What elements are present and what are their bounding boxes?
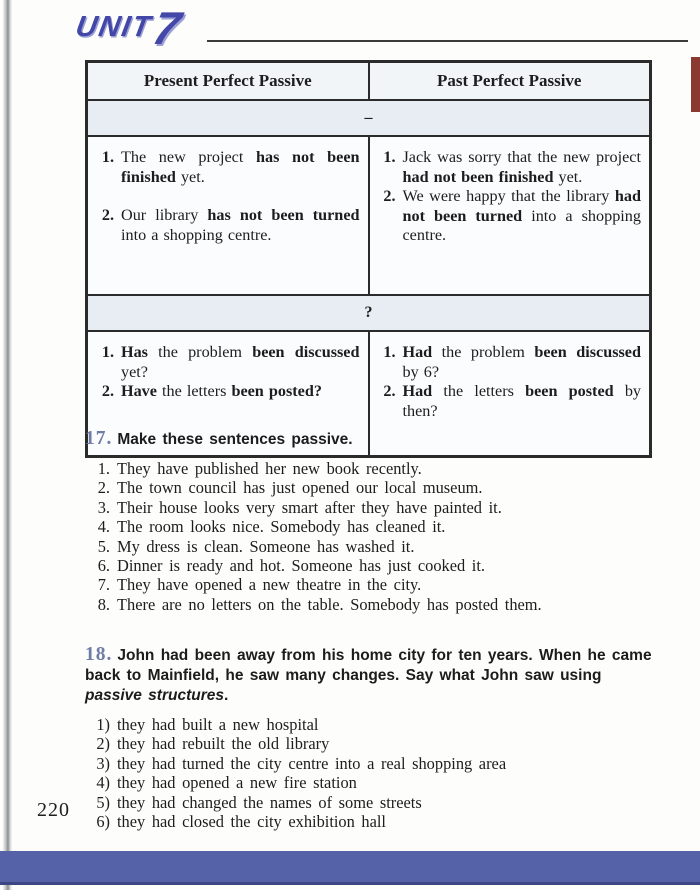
text-segment: We were happy that the library	[402, 187, 615, 206]
negative-past-cell	[369, 136, 651, 295]
text-segment: passive structures	[85, 687, 224, 704]
negative-symbol-row	[87, 100, 651, 136]
text-segment: yet.	[553, 167, 583, 186]
unit-number: 7	[148, 2, 185, 54]
negative-examples-row	[87, 136, 651, 295]
item-number: 3)	[96, 753, 110, 773]
example-item	[92, 343, 360, 382]
text-segment: they had closed the city exhibition hall	[117, 812, 386, 832]
item-number: 2.	[383, 382, 396, 401]
text-segment: been posted?	[231, 382, 322, 401]
text-segment: they had opened a new fire station	[117, 773, 357, 793]
text-segment: has not been turned	[207, 206, 360, 225]
page-spine-shadow	[3, 0, 12, 890]
interrogative-present-list	[92, 343, 360, 402]
text-segment: has not been finished	[121, 148, 360, 186]
negative-present-list	[92, 148, 360, 245]
example-item	[374, 343, 642, 382]
text-segment: into a shopping centre.	[121, 225, 272, 244]
item-number: 2)	[96, 734, 110, 754]
exercise-17-instruction: Make these sentences passive.	[117, 431, 353, 448]
exercise-17-item	[85, 595, 662, 614]
text-segment: been posted	[525, 382, 614, 401]
negative-present-cell	[87, 136, 369, 295]
text-segment: the letters	[156, 382, 232, 401]
text-segment: .	[224, 687, 229, 704]
text-segment: had not been turned	[402, 187, 641, 225]
exercise-17-item	[85, 537, 662, 556]
text-segment: The town council has just opened our local museum.	[117, 478, 483, 498]
text-segment: Had	[402, 343, 433, 361]
exercise-18-section	[85, 645, 662, 831]
example-item	[374, 382, 642, 421]
item-number: 4.	[97, 517, 110, 537]
header-rule	[207, 40, 688, 42]
text-segment: Jack was sorry that the new project	[402, 148, 641, 166]
text-segment: They have opened a new theatre in the city.	[117, 575, 422, 595]
item-number: 6)	[96, 812, 110, 832]
item-text	[121, 148, 360, 187]
item-number: 2.	[101, 382, 114, 401]
text-segment: Dinner is ready and hot. Someone has just cooked it.	[117, 556, 485, 576]
text-segment: the letters	[432, 382, 526, 401]
text-segment: The new project	[121, 148, 256, 166]
item-number: 1)	[96, 715, 110, 734]
item-text	[121, 206, 360, 245]
item-text	[403, 382, 642, 421]
example-item	[92, 148, 360, 187]
item-number: 6.	[97, 556, 110, 576]
item-number: 1.	[97, 459, 110, 478]
exercise-17-item	[85, 478, 662, 497]
item-number: 1.	[383, 148, 396, 166]
grammar-table	[85, 60, 652, 458]
exercise-18-items	[85, 715, 662, 831]
exercise-17-item	[85, 575, 662, 594]
question-symbol: ?	[87, 295, 651, 331]
text-segment: Their house looks very smart after they have painted it.	[117, 497, 502, 517]
text-segment: Had	[402, 382, 433, 401]
text-segment: John had been away from his home city for ten years. When he came back to Mainfield, he saw many changes. Say what John saw using	[85, 647, 652, 684]
text-segment: they had changed the names of some streets	[117, 792, 422, 812]
bottom-bar	[0, 851, 700, 885]
item-number: 2.	[97, 478, 110, 498]
item-number: 7.	[97, 575, 110, 595]
item-number: 5.	[97, 536, 110, 556]
item-text	[117, 498, 502, 517]
item-text	[117, 517, 445, 536]
text-segment: by then?	[402, 382, 642, 420]
item-text	[117, 812, 386, 831]
item-text	[117, 715, 318, 734]
item-text	[117, 459, 422, 478]
item-number: 1.	[383, 343, 396, 361]
text-segment: they had turned the city centre into a real shopping area	[117, 753, 507, 773]
text-segment: had not been finished	[402, 167, 554, 186]
text-segment: been discussed	[252, 343, 360, 361]
item-text	[403, 343, 642, 382]
item-text	[117, 478, 483, 497]
item-number: 1.	[101, 343, 114, 361]
item-number: 4)	[96, 773, 110, 793]
item-text	[403, 148, 642, 187]
text-segment: Has	[121, 343, 148, 361]
item-text	[117, 537, 414, 556]
text-segment: They have published her new book recently.	[117, 459, 422, 478]
text-segment: Our library	[121, 206, 208, 225]
item-number: 2.	[383, 187, 396, 206]
item-number: 3.	[97, 497, 110, 517]
table-header-past-perfect: Past Perfect Passive	[369, 62, 651, 101]
item-text	[117, 734, 329, 753]
text-segment: yet.	[175, 167, 205, 186]
exercise-17-heading	[85, 429, 662, 450]
item-number: 1.	[101, 148, 114, 166]
example-item	[92, 206, 360, 245]
unit-label: UNIT	[73, 11, 155, 43]
page-number: 220	[37, 799, 70, 821]
item-number: 5)	[96, 792, 110, 812]
text-segment: Have	[121, 382, 157, 401]
text-segment: into a shopping centre.	[402, 206, 641, 245]
exercise-18-item	[85, 773, 662, 792]
item-number: 8.	[97, 594, 110, 614]
exercise-18-number: 18.	[85, 644, 113, 665]
example-item	[374, 187, 642, 246]
item-text	[403, 187, 642, 246]
table-header-row	[87, 62, 651, 101]
text-segment: the problem	[432, 343, 535, 361]
text-segment: they had built a new hospital	[117, 715, 319, 734]
negative-past-list	[374, 148, 642, 246]
text-segment: There are no letters on the table. Somebody has posted them.	[117, 594, 542, 614]
exercise-18-item	[85, 812, 662, 831]
exercise-17-items	[85, 459, 662, 614]
text-segment: yet?	[121, 362, 148, 381]
exercise-18-item	[85, 793, 662, 812]
text-segment: the problem	[148, 343, 253, 361]
exercise-18-heading	[85, 645, 662, 706]
exercise-18-instruction	[85, 647, 652, 704]
table-header-present-perfect: Present Perfect Passive	[87, 62, 369, 101]
item-text	[117, 575, 421, 594]
text-segment: My dress is clean. Someone has washed it.	[117, 536, 415, 556]
exercise-17-number: 17.	[85, 428, 113, 449]
exercise-18-item	[85, 754, 662, 773]
item-text	[117, 595, 542, 614]
item-text	[121, 343, 360, 382]
exercise-18-item	[85, 734, 662, 753]
item-number: 2.	[101, 206, 114, 225]
item-text	[117, 793, 422, 812]
example-item	[92, 382, 360, 402]
text-segment: they had rebuilt the old library	[117, 734, 330, 754]
example-item	[374, 148, 642, 187]
item-text	[121, 382, 360, 402]
exercise-18-item	[85, 715, 662, 734]
exercise-17-item	[85, 517, 662, 536]
minus-symbol: –	[87, 100, 651, 136]
question-symbol-row	[87, 295, 651, 331]
exercise-17-item	[85, 498, 662, 517]
text-segment: The room looks nice. Somebody has cleaned it.	[117, 517, 446, 537]
exercise-17-item	[85, 459, 662, 478]
item-text	[117, 556, 485, 575]
text-segment: by 6?	[402, 362, 440, 381]
page-edge-marker	[691, 57, 700, 112]
interrogative-past-list	[374, 343, 642, 421]
exercise-17-item	[85, 556, 662, 575]
exercise-17-section	[85, 429, 662, 614]
unit-logo	[73, 2, 185, 54]
text-segment: been discussed	[534, 343, 641, 361]
item-text	[117, 754, 506, 773]
item-text	[117, 773, 357, 792]
